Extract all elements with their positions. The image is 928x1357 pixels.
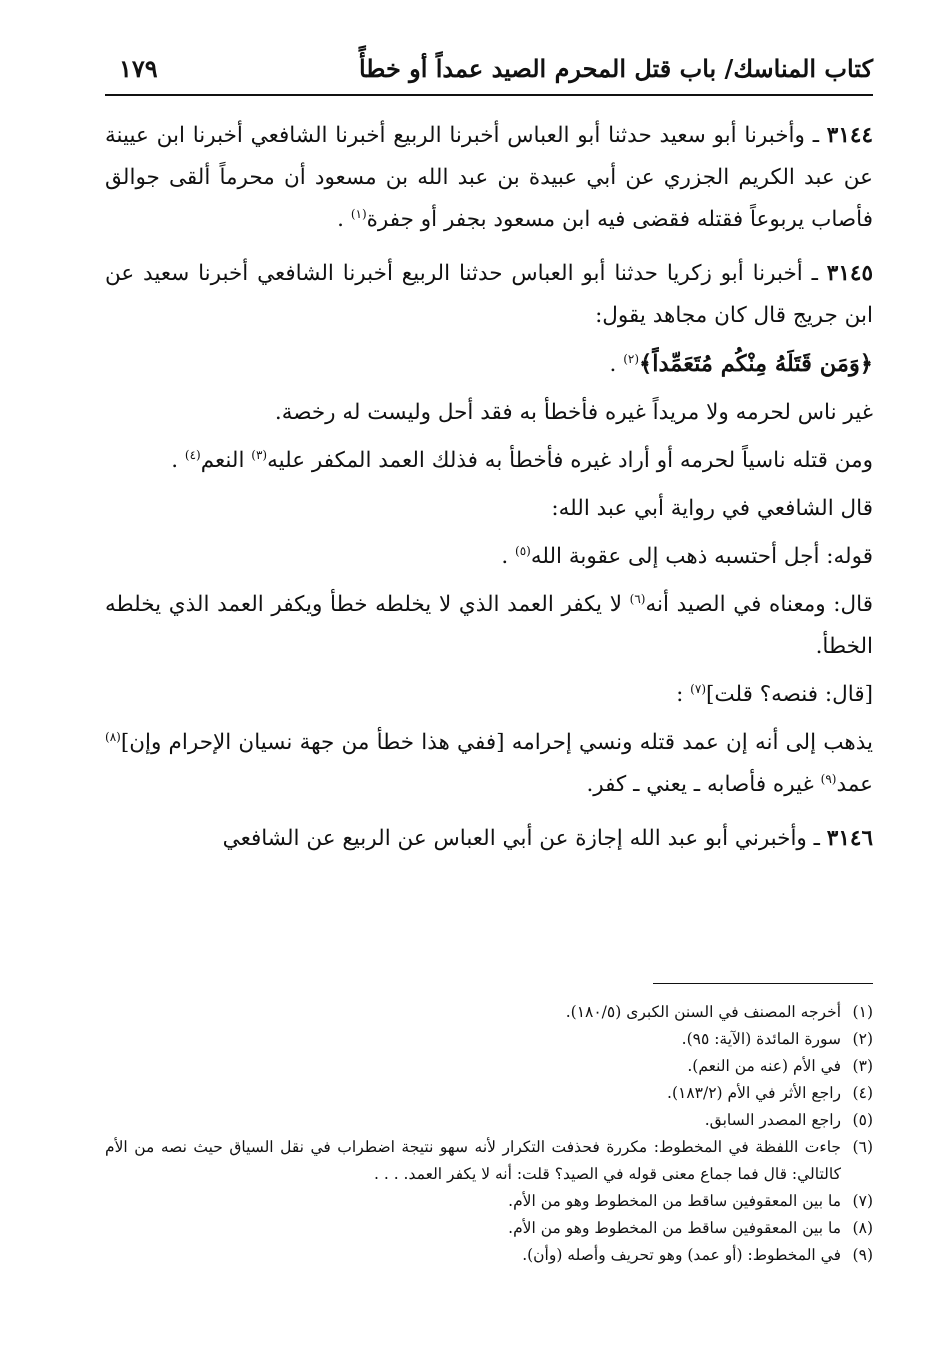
paragraph-text: غير ناس لحرمه ولا مريداً غيره فأخطأ به فقد أحل وليست له رخصة.	[274, 400, 873, 425]
footnote-item	[105, 1080, 873, 1107]
main-text	[105, 115, 873, 872]
hadith-3146	[105, 818, 873, 860]
footnote-item	[105, 1242, 873, 1269]
footnote-marker: (٢)	[623, 351, 640, 366]
hadith-text: ـ وأخبرنا أبو سعيد حدثنا أبو العباس أخبرنا الربيع أخبرنا الشافعي أخبرنا ابن عيينة عن عبد الكريم الجزري عن أبي عبيدة بن عبد الله بن مسعود أن محرماً ألقى جوالق فأصاب يربوعاً فقتله فقضى فيه ابن مسعود بجفر أو جفرة	[105, 123, 873, 232]
paragraph-qala-shafii	[105, 488, 873, 530]
hadith-number: ٣١٤٤	[826, 123, 873, 148]
page-number: ١٧٩	[119, 54, 158, 83]
hadith-number: ٣١٤٥	[826, 261, 873, 286]
footnote-item	[105, 1026, 873, 1053]
footnote-marker: (٧)	[690, 681, 706, 696]
footnote-text: راجع المصدر السابق.	[704, 1111, 841, 1129]
footnote-text: ما بين المعقوفين ساقط من المخطوط وهو من الأم.	[508, 1219, 841, 1237]
footnote-number: (٥)	[852, 1111, 873, 1129]
footnote-number: (٦)	[852, 1138, 873, 1156]
paragraph-qawluhu	[105, 536, 873, 578]
footnote-number: (٢)	[852, 1030, 873, 1048]
footnote-divider	[653, 983, 873, 984]
quran-verse	[105, 343, 873, 386]
footnote-number: (١)	[852, 1003, 873, 1021]
paragraph-text: قال الشافعي في رواية أبي عبد الله:	[551, 496, 873, 521]
footnote-text: جاءت اللفظة في المخطوط: مكررة فحذفت التكرار لأنه سهو نتيجة اضطراب في نقل السياق حيث نصه من الأم كالتالي: قال فما جماع معنى قوله في الصيد؟ قلت: أنه لا يكفر العمد. . . .	[105, 1138, 841, 1183]
footnote-item	[105, 1134, 873, 1188]
paragraph-text: [قال: فنصه؟ قلت]	[706, 682, 873, 707]
footnote-number: (٨)	[852, 1219, 873, 1237]
verse-text: ﴿وَمَن قَتَلَهُ مِنْكُم مُتَعَمِّداً﴾	[639, 351, 873, 377]
hadith-3144	[105, 115, 873, 241]
footnote-text: راجع الأثر في الأم (١٨٣/٢).	[667, 1084, 841, 1102]
footnote-marker: (٣)	[251, 447, 268, 462]
footnote-number: (٧)	[852, 1192, 873, 1210]
hadith-3145	[105, 253, 873, 337]
footnote-number: (٤)	[852, 1084, 873, 1102]
footnote-text: في المخطوط: (أو عمد) وهو تحريف وأصله (وأن).	[522, 1246, 841, 1264]
footnote-item	[105, 999, 873, 1026]
footnote-number: (٩)	[852, 1246, 873, 1264]
hadith-text: ـ أخبرنا أبو زكريا حدثنا أبو العباس حدثنا الربيع أخبرنا الشافعي أخبرنا سعيد عن ابن جريج قال كان مجاهد يقول:	[105, 261, 873, 328]
page-header	[105, 44, 873, 96]
paragraph-ghayr	[105, 392, 873, 434]
footnote-item	[105, 1053, 873, 1080]
paragraph-text: غيره فأصابه ـ يعني ـ كفر.	[586, 772, 821, 797]
paragraph-text: عمد	[836, 772, 873, 797]
footnote-marker: (١)	[350, 206, 367, 221]
paragraph-man-qatalahu	[105, 440, 873, 482]
hadith-text: ـ وأخبرني أبو عبد الله إجازة عن أبي العباس عن الربيع عن الشافعي	[222, 826, 827, 851]
running-title: كتاب المناسك/ باب قتل المحرم الصيد عمداً أو خطأً	[358, 54, 873, 83]
paragraph-maanahu	[105, 584, 873, 668]
footnote-item	[105, 1107, 873, 1134]
hadith-number: ٣١٤٦	[826, 826, 873, 851]
paragraph-fansuhu	[105, 674, 873, 716]
punctuation: .	[609, 352, 624, 377]
paragraph-text: ومن قتله ناسياً لحرمه أو أراد غيره فأخطأ به فذلك العمد المكفر عليه	[267, 448, 873, 473]
footnote-item	[105, 1215, 873, 1242]
punctuation: .	[171, 448, 185, 473]
punctuation: .	[337, 207, 351, 232]
footnote-number: (٣)	[852, 1057, 873, 1075]
footnote-marker: (٩)	[820, 771, 837, 786]
footnote-text: ما بين المعقوفين ساقط من المخطوط وهو من الأم.	[508, 1192, 841, 1210]
footnote-text: أخرجه المصنف في السنن الكبرى (١٨٠/٥).	[565, 1003, 841, 1021]
paragraph-text: قال: ومعناه في الصيد أنه	[645, 592, 873, 617]
footnote-item	[105, 1188, 873, 1215]
footnote-text: في الأم (عنه من النعم).	[687, 1057, 841, 1075]
footnote-marker: (٦)	[629, 591, 646, 606]
paragraph-text: قوله: أجل أحتسبه ذهب إلى عقوبة الله	[530, 544, 873, 569]
paragraph-text: النعم	[200, 448, 252, 473]
paragraph-text: يذهب إلى أنه إن عمد قتله ونسي إحرامه [ففي هذا خطأ من جهة نسيان الإحرام وإن]	[120, 730, 873, 755]
footnote-marker: (٥)	[515, 543, 531, 558]
footnotes	[105, 999, 873, 1269]
punctuation: .	[501, 544, 515, 569]
paragraph-yadhhab	[105, 722, 873, 806]
punctuation: :	[676, 682, 691, 707]
footnote-marker: (٨)	[105, 729, 121, 744]
footnote-text: سورة المائدة (الآية: ٩٥).	[681, 1030, 841, 1048]
paragraph-text: لا يكفر العمد الذي لا يخلطه خطأ ويكفر العمد الذي يخلطه الخطأ.	[105, 592, 873, 659]
footnote-marker: (٤)	[184, 447, 201, 462]
